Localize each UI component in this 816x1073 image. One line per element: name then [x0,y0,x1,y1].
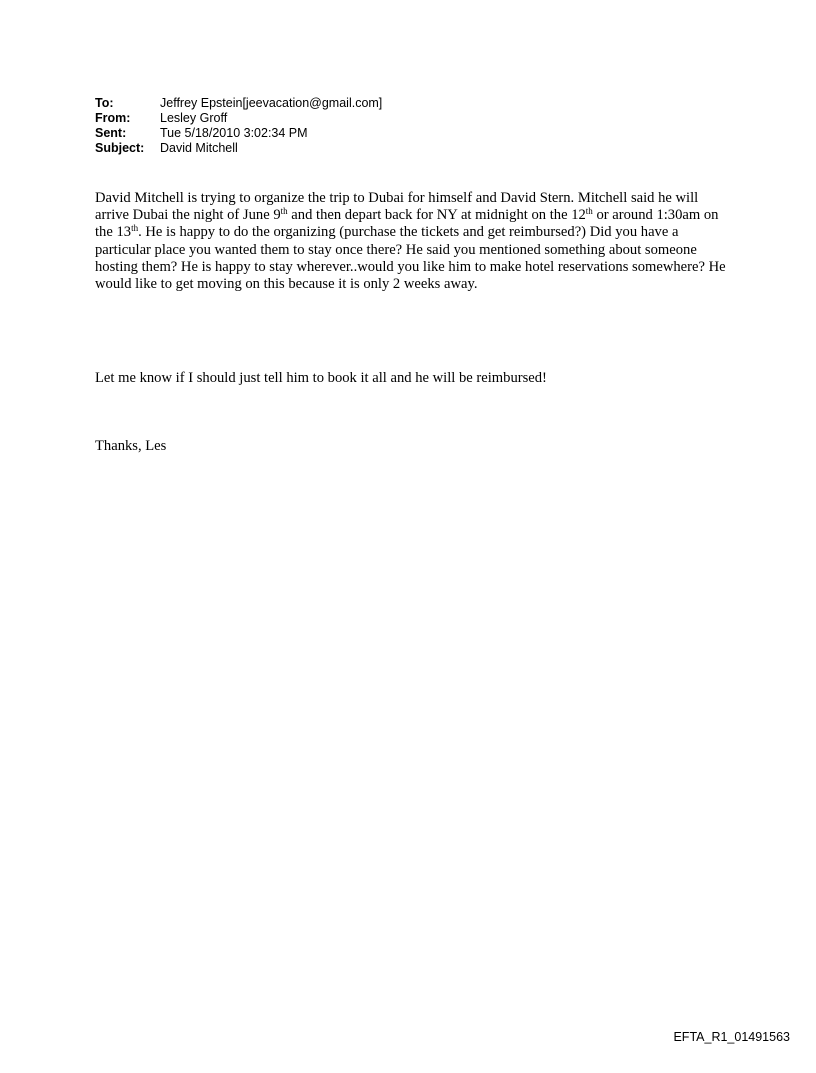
sent-label: Sent: [95,126,127,140]
ordinal-suffix: th [585,206,593,217]
email-body-paragraph-1 [95,190,735,293]
text-segment: David Mitchell is trying to organize the trip to Dubai for himself and David Stern. Mitchell said he will arrive Dubai the night of June 9 [95,190,699,224]
to-label: To: [95,96,114,110]
signoff-text: Thanks, Les [95,438,167,454]
from-label: From: [95,111,131,125]
text-segment: . He is happy to do the organizing (purchase the tickets and get reimbursed?) Did you have a particular place you wanted them to stay once there? He said you mentioned something about someone hosting them? He is happy to stay wherever..would you like him to make hotel reservations somewhere? He would like to get moving on this because it is only 2 weeks away. [95,224,726,293]
to-value: Jeffrey Epstein[jeevacation@gmail.com] [160,96,383,110]
sent-value: Tue 5/18/2010 3:02:34 PM [160,126,308,140]
paragraph-text: Let me know if I should just tell him to book it all and he will be reimbursed! [95,370,547,386]
ordinal-suffix: th [280,206,288,217]
from-value: Lesley Groff [160,111,228,125]
to-row [95,96,382,111]
document-id: EFTA_R1_01491563 [673,1030,790,1044]
subject-label: Subject: [95,141,145,155]
sent-row [95,126,382,141]
subject-row [95,141,382,156]
ordinal-suffix: th [131,223,139,234]
paragraph-text [95,190,735,293]
email-header [95,96,382,156]
text-segment: or around 1:30am on the 13 [95,207,719,241]
email-signoff [95,438,735,455]
from-row [95,111,382,126]
text-segment: and then depart back for NY at midnight on the 12 [287,207,586,224]
subject-value: David Mitchell [160,141,238,155]
email-body-paragraph-2 [95,370,735,387]
